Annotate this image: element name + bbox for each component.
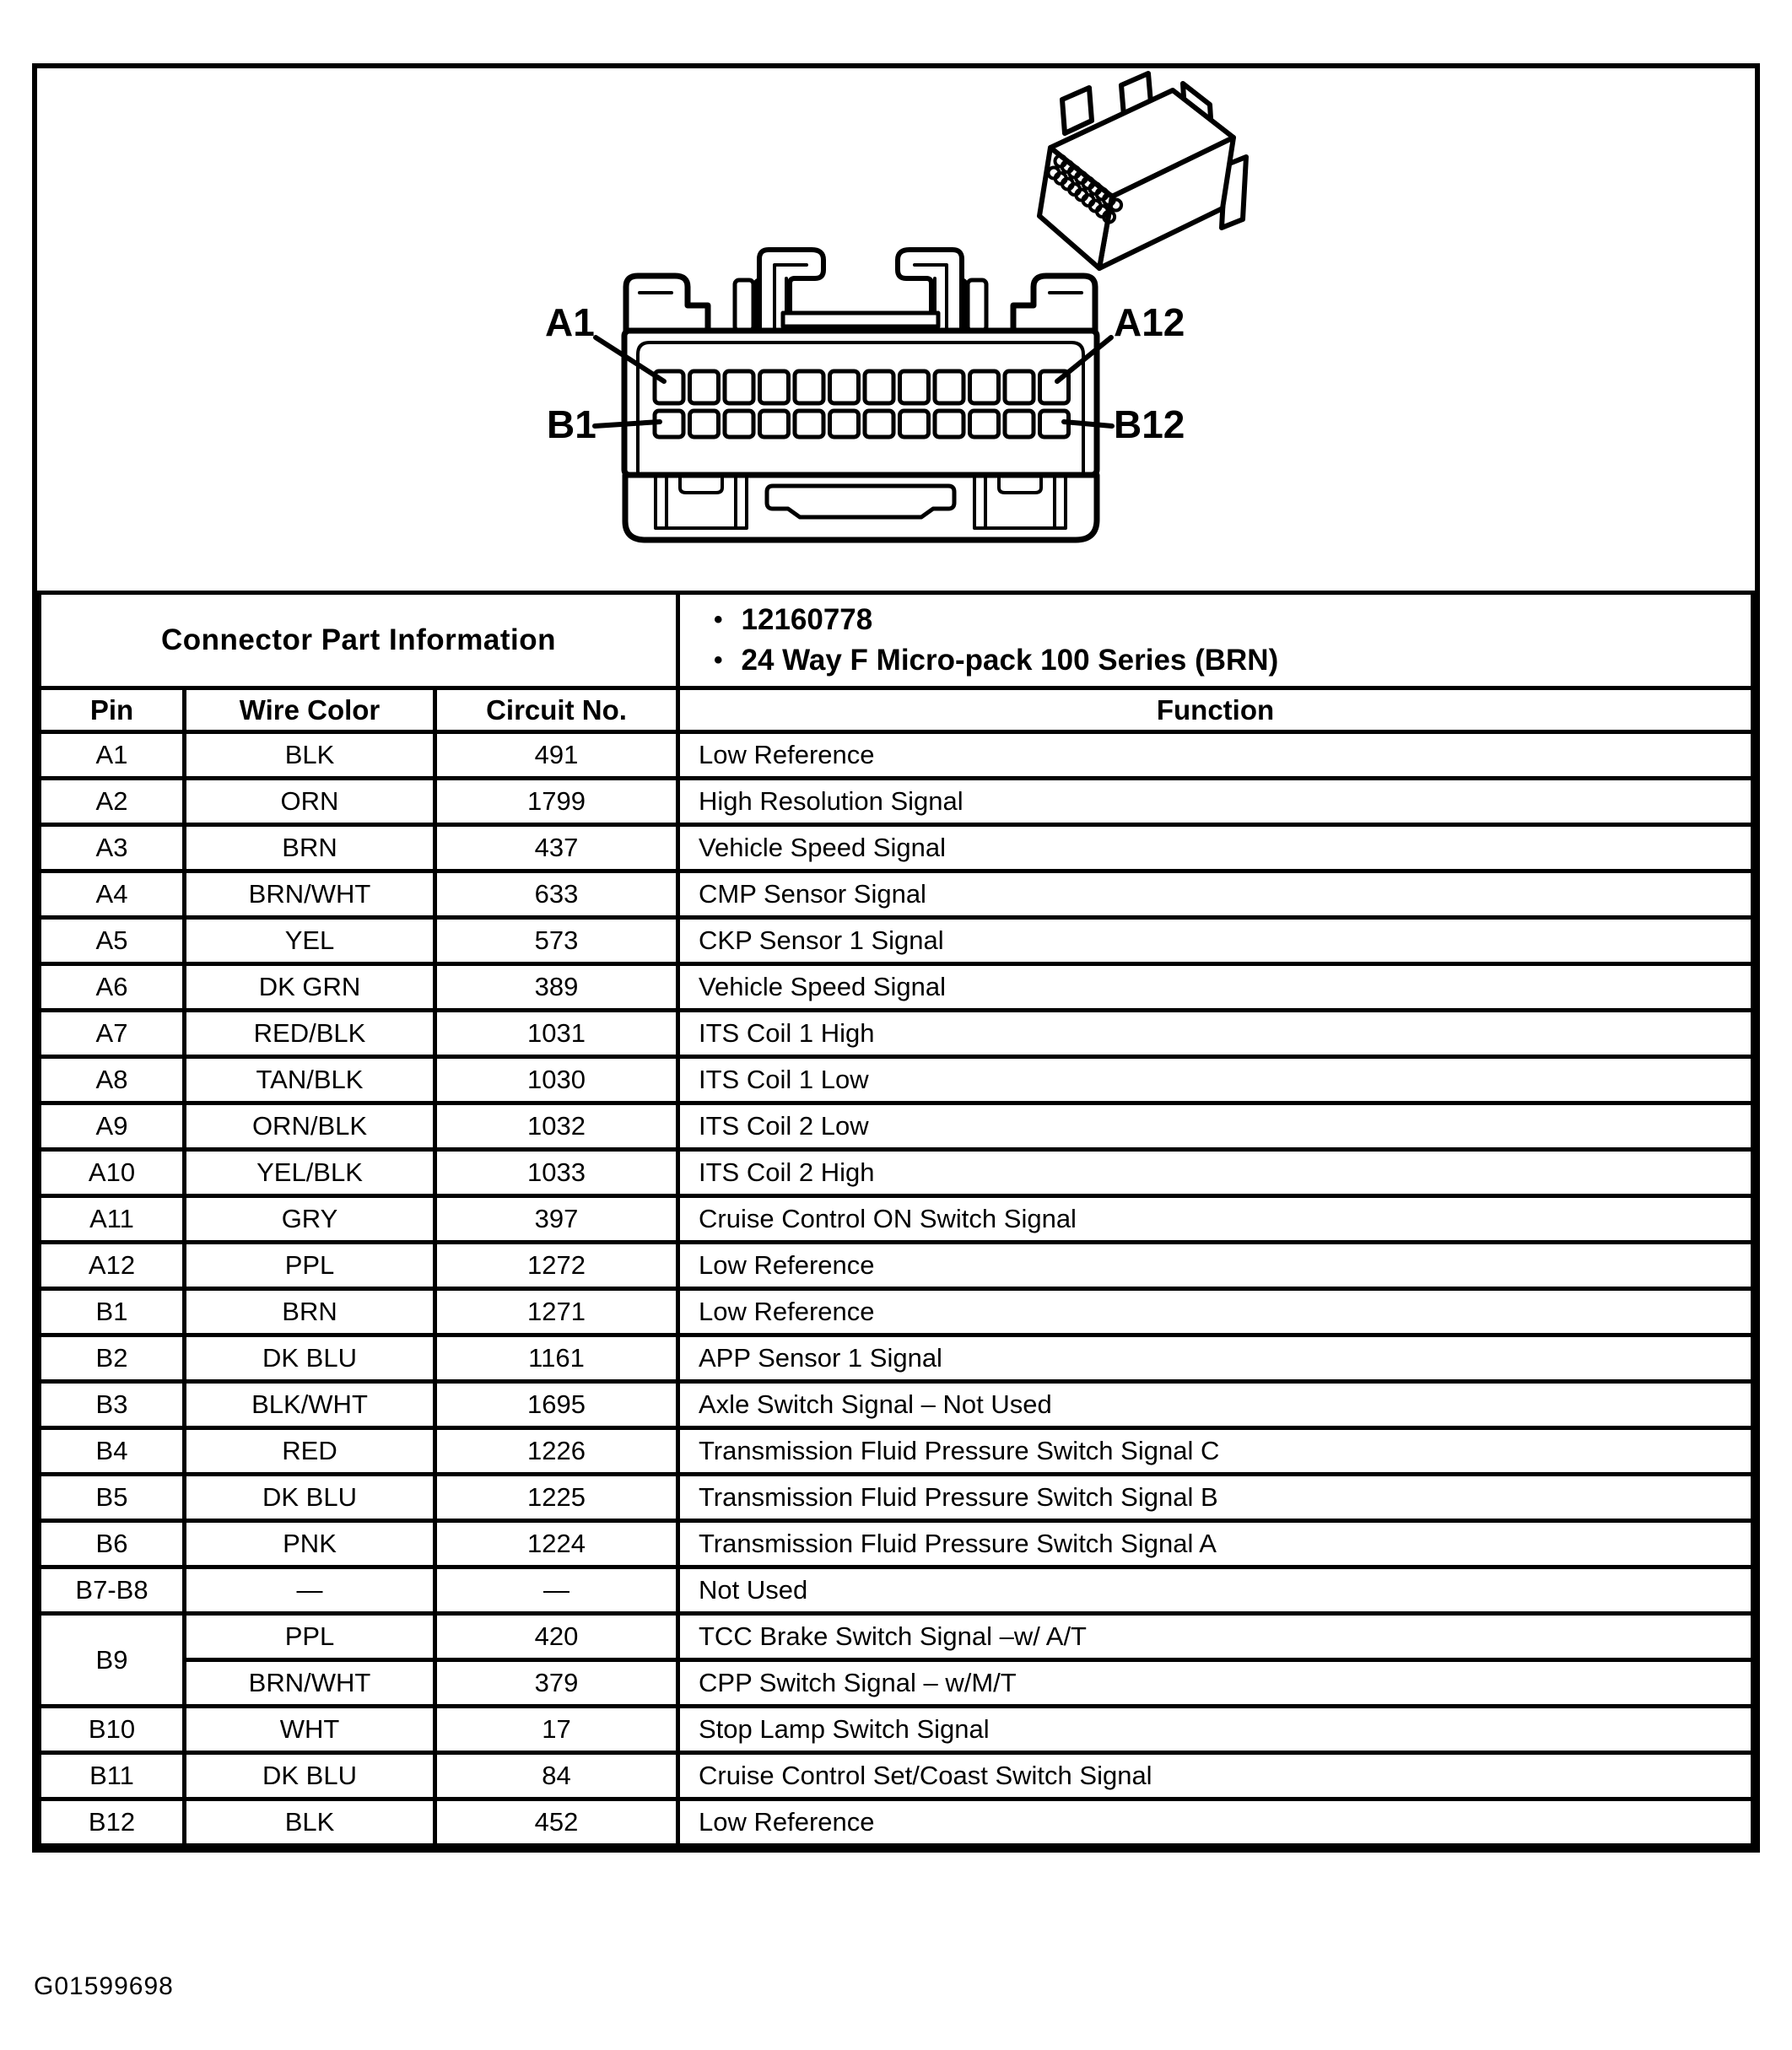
function-cell: TCC Brake Switch Signal –w/ A/T	[678, 1614, 1753, 1660]
wire-color-cell: YEL	[185, 918, 435, 964]
circuit-no-cell: 1271	[435, 1289, 678, 1335]
front-latch-post	[735, 280, 753, 331]
circuit-no-cell: 1224	[435, 1521, 678, 1567]
table-row	[40, 1335, 1753, 1382]
pin-cell: B3	[40, 1382, 185, 1428]
pin-cell: A10	[40, 1150, 185, 1196]
wire-color-cell: RED/BLK	[185, 1011, 435, 1057]
pin-cell: B9	[40, 1614, 185, 1707]
wire-color-cell: TAN/BLK	[185, 1057, 435, 1103]
bullet-icon: •	[714, 646, 723, 674]
front-center-slot	[767, 486, 954, 517]
function-cell: Transmission Fluid Pressure Switch Signal C	[678, 1428, 1753, 1475]
pin-cell: B7-B8	[40, 1567, 185, 1614]
wire-color-cell: BRN/WHT	[185, 1660, 435, 1707]
function-cell: Low Reference	[678, 1289, 1753, 1335]
function-cell: ITS Coil 2 High	[678, 1150, 1753, 1196]
front-right-ear	[1013, 276, 1095, 331]
table-row	[40, 1382, 1753, 1428]
connector-diagram	[37, 68, 1755, 591]
function-cell: Transmission Fluid Pressure Switch Signal B	[678, 1475, 1753, 1521]
pin-cell: A7	[40, 1011, 185, 1057]
function-cell: CPP Switch Signal – w/M/T	[678, 1660, 1753, 1707]
table-row	[40, 1011, 1753, 1057]
pin-cell: A5	[40, 918, 185, 964]
function-cell: ITS Coil 1 High	[678, 1011, 1753, 1057]
wire-color-cell: BRN	[185, 825, 435, 871]
pin-cell: B4	[40, 1428, 185, 1475]
circuit-no-cell: 633	[435, 871, 678, 918]
table-row	[40, 1057, 1753, 1103]
pin-cell: A11	[40, 1196, 185, 1243]
function-cell: Vehicle Speed Signal	[678, 825, 1753, 871]
function-cell: Low Reference	[678, 1243, 1753, 1289]
circuit-no-cell: 573	[435, 918, 678, 964]
part-number-line	[714, 600, 1751, 640]
pin-cell: B5	[40, 1475, 185, 1521]
wire-color-cell: GRY	[185, 1196, 435, 1243]
function-cell: ITS Coil 2 Low	[678, 1103, 1753, 1150]
pin-cell: B1	[40, 1289, 185, 1335]
pin-cell: B10	[40, 1707, 185, 1753]
circuit-no-cell: 1799	[435, 779, 678, 825]
table-row	[40, 1475, 1753, 1521]
table-row	[40, 1243, 1753, 1289]
table-row	[40, 1753, 1753, 1799]
col-header-pin: Pin	[40, 688, 185, 732]
circuit-no-cell: 1031	[435, 1011, 678, 1057]
table-row	[40, 1567, 1753, 1614]
pin-a12-label: A12	[1114, 300, 1185, 344]
circuit-no-cell: 420	[435, 1614, 678, 1660]
function-cell: Vehicle Speed Signal	[678, 964, 1753, 1011]
function-cell: Stop Lamp Switch Signal	[678, 1707, 1753, 1753]
pin-cell: A12	[40, 1243, 185, 1289]
part-info-heading: Connector Part Information	[40, 593, 678, 688]
circuit-no-cell: 1225	[435, 1475, 678, 1521]
connector-front-view	[624, 250, 1097, 540]
front-recess-floor	[783, 313, 938, 326]
wire-color-cell: BLK	[185, 1799, 435, 1846]
table-row	[40, 732, 1753, 779]
connector-isometric-view	[1039, 73, 1246, 268]
table-row	[40, 964, 1753, 1011]
function-cell: CMP Sensor Signal	[678, 871, 1753, 918]
circuit-no-cell: —	[435, 1567, 678, 1614]
wire-color-cell: YEL/BLK	[185, 1150, 435, 1196]
wire-color-cell: BRN	[185, 1289, 435, 1335]
circuit-no-cell: 491	[435, 732, 678, 779]
circuit-no-cell: 452	[435, 1799, 678, 1846]
connector-type: 24 Way F Micro-pack 100 Series (BRN)	[741, 644, 1279, 677]
function-cell: Cruise Control Set/Coast Switch Signal	[678, 1753, 1753, 1799]
circuit-no-cell: 397	[435, 1196, 678, 1243]
function-cell: Not Used	[678, 1567, 1753, 1614]
table-row	[40, 825, 1753, 871]
figure-id: G01599698	[34, 1972, 174, 2000]
wire-color-cell: DK BLU	[185, 1335, 435, 1382]
table-row	[40, 1150, 1753, 1196]
pin-cell: B11	[40, 1753, 185, 1799]
table-row	[40, 1614, 1753, 1660]
col-header-wire-color: Wire Color	[185, 688, 435, 732]
col-header-function: Function	[678, 688, 1753, 732]
function-cell: Axle Switch Signal – Not Used	[678, 1382, 1753, 1428]
front-recess-walls	[786, 278, 935, 313]
circuit-no-cell: 389	[435, 964, 678, 1011]
function-cell: High Resolution Signal	[678, 779, 1753, 825]
table-row	[40, 1103, 1753, 1150]
table-row	[40, 1428, 1753, 1475]
table-row	[40, 1196, 1753, 1243]
wire-color-cell: ORN/BLK	[185, 1103, 435, 1150]
circuit-no-cell: 1272	[435, 1243, 678, 1289]
wire-color-cell: DK GRN	[185, 964, 435, 1011]
iso-latch-tab	[1062, 88, 1092, 133]
pin-cell: A1	[40, 732, 185, 779]
pin-cell: A8	[40, 1057, 185, 1103]
col-header-circuit-no: Circuit No.	[435, 688, 678, 732]
wire-color-cell: PNK	[185, 1521, 435, 1567]
pin-cell: B12	[40, 1799, 185, 1846]
pin-b12-label: B12	[1114, 402, 1185, 446]
function-cell: Low Reference	[678, 1799, 1753, 1846]
part-info-row	[40, 593, 1753, 688]
table-row	[40, 918, 1753, 964]
function-cell: Low Reference	[678, 732, 1753, 779]
pin-cell: A4	[40, 871, 185, 918]
wire-color-cell: BRN/WHT	[185, 871, 435, 918]
table-row	[40, 871, 1753, 918]
wire-color-cell: PPL	[185, 1243, 435, 1289]
circuit-no-cell: 1161	[435, 1335, 678, 1382]
wire-color-cell: DK BLU	[185, 1475, 435, 1521]
pin-a1-label: A1	[545, 300, 595, 344]
pin-cell: A3	[40, 825, 185, 871]
table-row	[40, 779, 1753, 825]
wire-color-cell: —	[185, 1567, 435, 1614]
connector-type-line	[714, 640, 1751, 681]
table-row	[40, 1799, 1753, 1846]
circuit-no-cell: 1030	[435, 1057, 678, 1103]
circuit-no-cell: 1695	[435, 1382, 678, 1428]
part-info-values	[678, 593, 1753, 688]
wire-color-cell: RED	[185, 1428, 435, 1475]
circuit-no-cell: 1033	[435, 1150, 678, 1196]
wire-color-cell: BLK/WHT	[185, 1382, 435, 1428]
wire-color-cell: BLK	[185, 732, 435, 779]
pin-cell: A6	[40, 964, 185, 1011]
wire-color-cell: DK BLU	[185, 1753, 435, 1799]
front-latch-post	[968, 280, 986, 331]
table-row	[40, 1521, 1753, 1567]
function-cell: CKP Sensor 1 Signal	[678, 918, 1753, 964]
table-row	[40, 1707, 1753, 1753]
pin-cell: A9	[40, 1103, 185, 1150]
wire-color-cell: PPL	[185, 1614, 435, 1660]
circuit-no-cell: 1032	[435, 1103, 678, 1150]
function-cell: Cruise Control ON Switch Signal	[678, 1196, 1753, 1243]
circuit-no-cell: 17	[435, 1707, 678, 1753]
wire-color-cell: ORN	[185, 779, 435, 825]
table-row	[40, 1289, 1753, 1335]
front-left-ear	[626, 276, 708, 331]
pin-cell: A2	[40, 779, 185, 825]
circuit-no-cell: 379	[435, 1660, 678, 1707]
circuit-no-cell: 1226	[435, 1428, 678, 1475]
connector-info-panel	[32, 63, 1760, 1853]
pin-cell: B2	[40, 1335, 185, 1382]
pin-cell: B6	[40, 1521, 185, 1567]
bullet-icon: •	[714, 606, 723, 634]
part-number: 12160778	[741, 603, 873, 636]
pinout-table	[37, 591, 1755, 1848]
connector-line-art	[37, 68, 1755, 591]
function-cell: ITS Coil 1 Low	[678, 1057, 1753, 1103]
function-cell: APP Sensor 1 Signal	[678, 1335, 1753, 1382]
wire-color-cell: WHT	[185, 1707, 435, 1753]
pin-b1-label: B1	[547, 402, 596, 446]
function-cell: Transmission Fluid Pressure Switch Signal A	[678, 1521, 1753, 1567]
column-header-row	[40, 688, 1753, 732]
circuit-no-cell: 84	[435, 1753, 678, 1799]
circuit-no-cell: 437	[435, 825, 678, 871]
table-row	[40, 1660, 1753, 1707]
